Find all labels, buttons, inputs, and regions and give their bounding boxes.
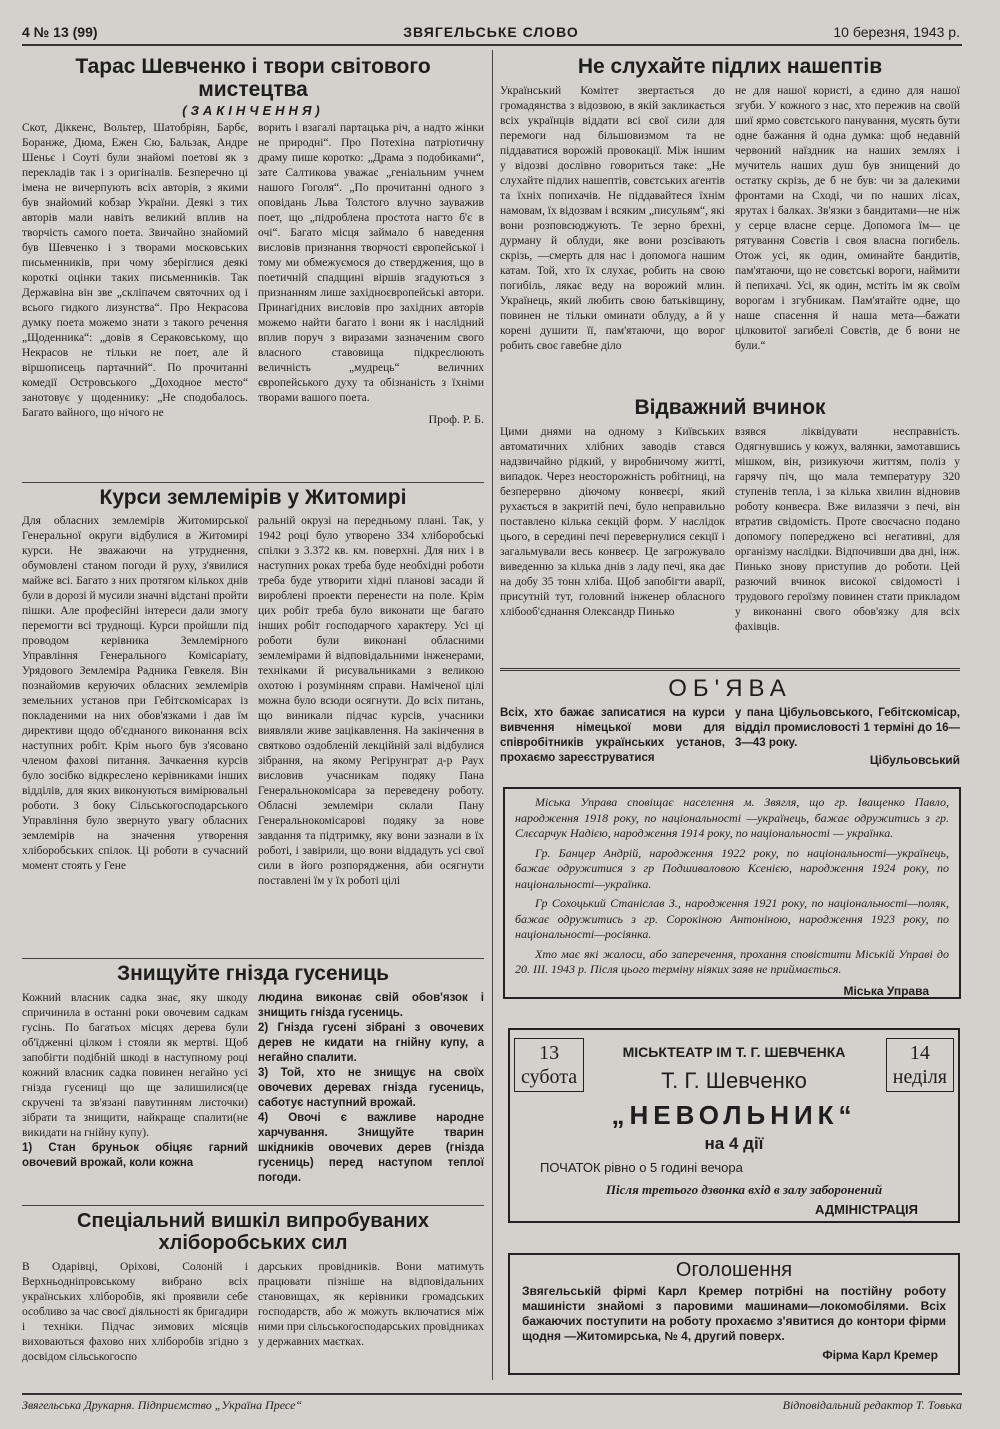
article-divider bbox=[22, 958, 484, 959]
notice-signature: Міська Управа bbox=[843, 983, 929, 998]
column-divider bbox=[492, 675, 493, 1380]
start-time: ПОЧАТОК рівно о 5 годині вечора bbox=[540, 1160, 743, 1175]
newspaper-title: ЗВЯГЕЛЬСЬКЕ СЛОВО bbox=[403, 24, 579, 40]
article-nashept bbox=[500, 55, 960, 390]
announcement-column: у пана Цібульовського, Гебітскомісар, відділ промисловості 1 терміні до 16—3—43 року. bbox=[735, 707, 960, 750]
entry-note: Після третього дзвонка вхід в залу заборонений bbox=[605, 1182, 883, 1197]
article-gusenyts bbox=[22, 962, 484, 1202]
article-column: Кожний власник садка знає, яку шкоду спричинила в останні роки овочевим садкам гусінь. По багатьох місцях дерева були об'їдженні цілком і стояли як мертві. Щоб запобігти подібній шкоді в наступному році кожний власник садка повинен негайно усі гнізда гусениці що ще залишилися(це скручені та зв'язані павутинням листочки) зібрати та знищити, найкраще спалити(не викидати на гнійну купу). bbox=[22, 992, 248, 1140]
announcement-obyava bbox=[500, 676, 960, 776]
article-divider bbox=[22, 482, 484, 483]
notice-paragraph: Гр. Банцер Андрій, народження 1922 року, по національності—українець, бажає одружитися з гр Подшиваловою Ксенією, народження 1924 року, по національності—українка. bbox=[515, 845, 949, 891]
footer-rule bbox=[22, 1393, 962, 1395]
article-column: В Одарівці, Оріхові, Солоній і Верхньодніпровському вибрано всіх українських хліборобів, які проявили себе особливо за час своєї діяльності як бригадири і техніки. Підчас зимових місяців виховаються фахово них хліборобів згідно з досвідом сільськогоспо bbox=[22, 1261, 248, 1363]
article-title: Знищуйте гнізда гусениць bbox=[116, 962, 390, 985]
article-column: дарських провідників. Вони матимуть працювати пізніше на відповідальних становищах, як керівники громадських господарств, або ж можуть включатися між ними при сільськогосподарських провідниках у державних маєтках. bbox=[258, 1261, 484, 1348]
notice-paragraph: Хто має які жалоси, або заперечення, прохання сповістити Міській Управі до 20. III. 1943 р. Після цього терміну ніяких заяв не приймається. bbox=[515, 946, 949, 976]
article-column: ральній окрузі на передньому плані. Так, у 1942 році було утворено 334 хліборобські спілки з 3.372 кв. км. поверхні. Для них і в наступних роках треба буде необхідні роботи треба буде утворити хідні планові засади й вироблені проекти перенести на поле. Крім цих робіт треба було виконати ще багато інших робіт господарчого характеру. Усі ці роботи були виконані обласними землемірами й відповідальними інженерами, техніками й рисувальниками з великою охотою і розумінням справи. Наміченої цілі можна було всюди осягнути. До всіх питань, що виникали підчас курсів, учасники виявляли живе зацікавлення. На закінчення в святково оздобленій лекційній залі відбулися зібрання, на якому Регірунграт д-р Раух висловив учасникам подяку Пана Генеральнокомісара за переведену роботу. Обласні землеміри склали Пану Генеральнокомісарові подяку за нове завдання та підтримку, яку вони зазнали в їх роботі, і завірили, що вони віддадуть усі свої сили в його розпорядження, аби осягнути поставлені їм у їх роботі цілі bbox=[258, 515, 484, 888]
article-shevchenko bbox=[22, 55, 484, 480]
play-acts: на 4 дії bbox=[704, 1134, 764, 1153]
article-column: Для обласних землемірів Житомирської Генеральної округи відбулися в Житомирі курси. Не зважаючи на утруднення, обумовлені станом погоди й руху, з'явилися майже всі. Багато з них протягом кількох днів були в дорозі й мусили значні відстані пройти пішки. Але професійні інтереси дали змогу перемогти всі труднощі. Курси пройшли під проводом керівника Землемірного Управління Генерального Комісаріату, Урядового Землеміра Радника Гевкеля. Він познайомив керуючих обласних землемірів земельних установ при Гебітскомісарах із покладеними на них обов'язками і дав їм директиви щодо об'єднаного виконання всіх наступних робіт. Крім нього був з'ясовано членом фахові питання. Зачкаення курсів було зосібко відкреслено керівниками інших відділів, для яких виконуються вимірювальні роботи. З боку Сільськогосподарського Управління було звернуто увагу обласних землемірів на значення утворення хліборобських спілок. Ці роботи в сучасний момент стоять у Гене bbox=[22, 515, 248, 873]
issue-number: 4 № 13 (99) bbox=[22, 24, 98, 40]
article-column: ворить і взагалі партацька річ, а надто жінки не природні“. Про Потехіна патріотичну драму пише коротко: „Драма з подобиками“, зате Салтикова уважає „геніальним учнем нашого Гоголя“. „По прочитанні одного з оповідань Льва Толстого влучно зауважив поет, що „підроблена простота нагто б'є в очі“. Багато місця займало б наведення висловів признання творчості європейської і тому ми обмежуємося до стверджения, що в поетичній спадщині віршів згадуються з признанням лише західноєвропейські автори. Принагідних висловів про західних авторів можемо найти багато і вони як і наслідний вплив поруч з виразами зазначеним свого власного ставовища підкреслюють величність „мудрець“ величних європейського духу та обізнаність з їхніми творами вашого поета. bbox=[258, 122, 484, 405]
article-vchynok bbox=[500, 396, 960, 664]
list-item: 3) Той, хто не знищує на своїх овочевих деревах гнізда гусениць, саботує наступний врожай. bbox=[258, 1067, 484, 1110]
article-signature: Проф. Р. Б. bbox=[428, 412, 484, 427]
play-title: „НЕВОЛЬНИК“ bbox=[611, 1100, 857, 1130]
announcement-title: ОБ'ЯВА bbox=[668, 676, 792, 702]
weekday: неділя bbox=[892, 1066, 947, 1088]
article-kursy bbox=[22, 486, 484, 956]
ad-ogoloshennya bbox=[508, 1253, 960, 1375]
ad-title: Оголошення bbox=[675, 1259, 793, 1281]
article-column: Цими днями на одному з Київських автоматичних хлібних заводів стався надзвичайно рідкий, у виробничому житті, випадок. Через неосторожність робітниці, на безперервно діючому конвеєрі, який рухається в закритій печі, було неправильно поставлено кілька секцій форм. У наслідок цього, в середині печі перевернулися секції і загальмували весь конвеєр. Це загрожувало виведенню за кілька днів з ладу печі, яка дає на добу 35 тонн хліба. Щоб запобігти аварії, присутній тут, головний інженер обласного хлібооб'єднання Олександр Пинько bbox=[500, 426, 725, 619]
date-box-left bbox=[514, 1038, 584, 1092]
article-divider bbox=[22, 1205, 484, 1206]
issue-date: 10 березня, 1943 р. bbox=[833, 24, 960, 40]
article-column: Скот, Діккенс, Вольтер, Шатобріян, Барбє, Боранже, Дюма, Ежен Сю, Бальзак, Андре Шеньє і Соуті були знайомі поетові як з перекладів так і з оригіналів. Безперечно ці імена не вичерпують всіх авторів, з якими був знайомий кобзар України. Деякі з тих авторів мали навіть великий вплив на творчість самого поета. Звичайно знайомий був Шевченко і з творами московських письменників, при чому зберіглися деякі короткі оцінки таких письменників. Так Державіна він зве „скліпачем святочних од і всього гидкого лизунства“. Про Некрасова думку поета можемо знати з такого речення „Щоденника“: „довів я Сераковському, що Некрасов не тільки не поет, але й віршописець партачний“. По прочитанні комедії Островського „Доходное место“ занотовує у щоденнику: „Не сподобалось. Багато вайного, що нічого не bbox=[22, 122, 248, 420]
article-subtitle: (ЗАКІНЧЕННЯ) bbox=[182, 103, 324, 119]
article-column: взявся ліквідувати несправність. Одягнувшись у кожух, валянки, замотавшись мішком, він, ризикуючи життям, поліз у гарячу піч, що мала температуру 320 ступенів тепла, і за кілька хвилин відновив роботу конвеєра. Вже вилазячи з печі, він втратив свідомість. Проте своєчасно подано допомогу попереджено всі негативні, для організму наслідки. Відпочивши два дні, інж. Пинько знову приступив до роботи. Цей разючий вчинок високої свідомості і трудового героїзму повинен стати прикладом у виконанні свого обов'язку для всіх фахівців. bbox=[735, 426, 960, 634]
play-author: Т. Г. Шевченко bbox=[661, 1068, 807, 1093]
ad-text: Звягельській фірмі Карл Кремер потрібні на постійну роботу машиністи знайомі з паровими машинами—локомобілями. Всіх бажаючих поступити на роботу прохаємо з'явитися до контори фірми щодня —Житомирська, № 4, другий поверх. bbox=[522, 1284, 946, 1343]
notice-uprava bbox=[503, 787, 961, 999]
list-item: 4) Овочі є важливе народне харчування. Знищуйте тварин шкідників овочевих дерев (гнізда гусениць) перед наступом теплої погоди. bbox=[258, 1112, 484, 1185]
theatre-administration: АДМІНІСТРАЦІЯ bbox=[815, 1202, 918, 1217]
weekday: субота bbox=[521, 1066, 578, 1088]
theatre-ad bbox=[508, 1028, 960, 1223]
notice-paragraph: Міська Управа сповіщає населення м. Звягля, що гр. Іващенко Павло, народження 1918 року, по національності —українець, бажає одружитись з гр. Слєсарчук Надією, народження 1914 року, по національності — українка. bbox=[515, 795, 949, 840]
announcement-signature: Цібульовський bbox=[869, 753, 960, 768]
section-divider bbox=[500, 668, 960, 671]
list-item: 2) Гнізда гусені зібрані з овочевих дерев не кидати на гнійну купу, а негайно спалити. bbox=[258, 1022, 484, 1065]
column-divider bbox=[492, 50, 493, 675]
masthead-rule bbox=[22, 44, 962, 46]
article-column: не для нашої користі, а єдино для нашої згуби. У кожного з нас, хто пережив на своїй шиї ярмо совєтського панування, мусять бути одне бажання й одна думка: щоб недавній червоний наїздник на наших землях і мучитель наших душ був знищений до остатку скрізь, де б не був: чи за далекими фронтами на Сході, чи по наших лісах, ярутах і балках. Зв'язки з бандитами—не ніж у серце власне серце. Допомога їм— це рятування Совєтів і своя власна погибель. Отож усі, як один, оминайте бандитів, пам'ятаючи, що не совєтські вороги, наймити й пепихачі. Усі, як один, мстіть ім як своїм ворогам і згубникам. Пам'ятайте одне, що наше спасення й наша мета—бажати цілковитої загибелі Совєтів, де б вони не були.“ bbox=[735, 85, 960, 353]
article-vyshkil bbox=[22, 1210, 484, 1385]
announcement-column: Всіх, хто бажає записатися на курси вивчення німецької мови для співробітників українських установ, прохаємо зареєструватися bbox=[500, 707, 725, 765]
article-column: людина виконає свій обов'язок і знищить гнізда гусениць. bbox=[258, 992, 484, 1020]
masthead bbox=[22, 22, 960, 42]
editor-credit: Відповідальний редактор Т. Товька bbox=[782, 1398, 962, 1412]
article-column: Український Комітет звертається до громадянства з відозвою, в якій закликається всіх українців віддати всі свої сили для перемоги над більшовизмом та не піддаватися ворожій провокації. Між іншим у відозві дослівно говориться таке: „Не слухайте підлих нашептів, совєтських агентів та їхніх попихачів. Не піддавайтеся їхнім намовам, їх відозвам і всяким „писульям“, які вони розповсюджують. Те зерно брехні, дурману й облуди, яке вони розсівають скрізь, —смерть для нас і допомога нашим катам. Той, хто їх слухає, робить на свою погибіль, лякає веду на ворожий млин. Українець, який любить свою батьківщину, повинен не тільки оминати облуду, а й у корені душити її, пам'ятаючи, що ворог робить своє гавебне діло bbox=[500, 85, 725, 353]
article-title: Відважний вчинок bbox=[634, 396, 826, 419]
article-title: Не слухайте підлих нашептів bbox=[577, 55, 883, 78]
article-title: Курси землемірів у Житомирі bbox=[99, 486, 407, 509]
day-number: 13 bbox=[539, 1042, 560, 1064]
date-box-right bbox=[886, 1038, 954, 1092]
article-title: Тарас Шевченко і твори світового мистецтва bbox=[75, 55, 431, 102]
theatre-venue: МІСЬКТЕАТР ІМ Т. Г. ШЕВЧЕНКА bbox=[622, 1044, 846, 1060]
printer-credit: Звягельська Друкарня. Підприємство „Україна Пресе“ bbox=[22, 1398, 303, 1412]
article-title: Спеціальний вишкіл випробуваних хліборобських сил bbox=[77, 1210, 429, 1254]
day-number: 14 bbox=[909, 1042, 930, 1064]
ad-signature: Фірма Карл Кремер bbox=[822, 1348, 938, 1362]
list-item: 1) Стан бруньок обіцяє гарний овочевий врожай, коли кожна bbox=[22, 1142, 248, 1170]
notice-paragraph: Гр Сохоцький Станіслав З., народження 1921 року, по національності—поляк, бажає одружитись з гр. Сорокіною Антоніною, народження 1923 року, по національності—росіянка. bbox=[515, 896, 949, 941]
